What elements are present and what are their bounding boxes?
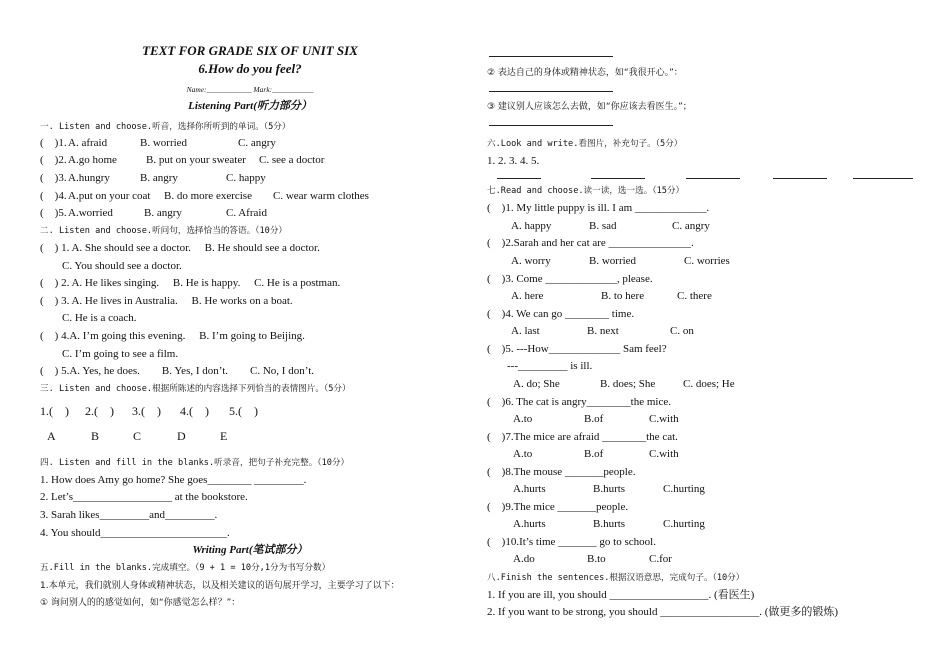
section-7-header: 七.Read and choose.读一读，选一选。（15分）	[487, 186, 685, 196]
answer-blank-6-1	[497, 178, 541, 179]
section-6-header: 六.Look and write.看图片，补充句子。（5分）	[487, 139, 683, 149]
answer-blank-6-2	[591, 178, 645, 179]
list-item: 4. You should_______________________.	[40, 527, 230, 539]
list-item: 1. How does Amy go home? She goes________ _________.	[40, 474, 307, 486]
name-mark-line: Name:____________ Mark:___________	[186, 85, 314, 94]
answer-blank-6-5	[853, 178, 913, 179]
writing-heading: Writing Part(笔试部分）	[192, 544, 308, 556]
list-item: 1. If you are ill, you should __________________. (看医生)	[487, 589, 755, 601]
listening-heading: Listening Part(听力部分）	[188, 100, 312, 112]
section-5-prompt-3: ③ 建议别人应该怎么去做，如“你应该去看医生。”；	[487, 102, 692, 112]
answer-blank-6-4	[773, 178, 827, 179]
test-subtitle: 6.How do you feel?	[198, 61, 302, 76]
section-4-header: 四. Listen and fill in the blanks.听录音，把句子补充完整。（10分）	[40, 458, 350, 468]
question-text: ( )10.It’s time _______ go to school.	[487, 536, 656, 548]
list-item: C. He is a coach.	[40, 312, 137, 324]
list-item: ( ) 2. A. He likes singing. B. He is happy. C. He is a postman.	[40, 277, 341, 289]
answer-blank-1	[489, 56, 613, 57]
list-item: C. You should see a doctor.	[40, 260, 182, 272]
answer-blank-3	[489, 125, 613, 126]
test-title: TEXT FOR GRADE SIX OF UNIT SIX	[142, 43, 358, 58]
answer-blank-6-3	[686, 178, 740, 179]
question-text: ( )7.The mice are afraid ________the cat.	[487, 431, 678, 443]
question-text: ( )5. ---How_____________ Sam feel?	[487, 343, 667, 355]
section-5-prompt-2: ② 表达自己的身体或精神状态，如“我很开心。”：	[487, 68, 683, 78]
section-5-header: 五.Fill in the blanks.完成填空。（9 + 1 = 10分,1分为书写分数）	[40, 563, 331, 573]
section-6-numbers: 1. 2. 3. 4. 5.	[487, 155, 540, 167]
list-item: 2. If you want to be strong, you should __________________. (做更多的锻炼)	[487, 606, 839, 618]
question-text: ( )8.The mouse _______people.	[487, 466, 636, 478]
answer-blank-2	[489, 91, 613, 92]
question-text: ( )6. The cat is angry________the mice.	[487, 396, 671, 408]
question-text: ( )3. Come _____________, please.	[487, 273, 653, 285]
list-item: ( ) 1. A. She should see a doctor. B. He should see a doctor.	[40, 242, 320, 254]
list-item: C. I’m going to see a film.	[40, 348, 179, 360]
question-text: ( )2.Sarah and her cat are _______________.	[487, 237, 694, 249]
question-text: ( )9.The mice _______people.	[487, 501, 629, 513]
section-1-header: 一. Listen and choose.听音，选择你所听到的单词。（5分）	[40, 122, 291, 132]
list-item: 2. Let’s__________________ at the bookstore.	[40, 491, 248, 503]
list-item: ( ) 5.A. Yes, he does. B. Yes, I don’t. C. No, I don’t.	[40, 365, 314, 377]
section-3-header: 三. Listen and choose.根据所陈述的内容选择下列恰当的表情图片。（5分）	[40, 384, 351, 394]
list-item: ( ) 3. A. He lives in Australia. B. He works on a boat.	[40, 295, 293, 307]
list-item: 3. Sarah likes_________and_________.	[40, 509, 218, 521]
list-item: ( ) 4.A. I’m going this evening. B. I’m going to Beijing.	[40, 330, 305, 342]
section-5-intro: 1.本单元，我们就别人身体或精神状态，以及相关建议的语句展开学习，主要学习了以下：	[40, 581, 400, 591]
section-2-header: 二. Listen and choose.听问句，选择恰当的答语。（10分）	[40, 226, 288, 236]
section-8-header: 八.Finish the sentences.根据汉语意思，完成句子。（10分）	[487, 573, 745, 583]
question-text: ( )4. We can go ________ time.	[487, 308, 635, 320]
question-text-2: ---_________ is ill.	[507, 360, 593, 372]
section-5-prompt-1: ① 询问别人的的感觉如何，如“你感觉怎么样？”：	[40, 598, 241, 608]
question-text: ( )1. My little puppy is ill. I am _____________.	[487, 202, 710, 214]
